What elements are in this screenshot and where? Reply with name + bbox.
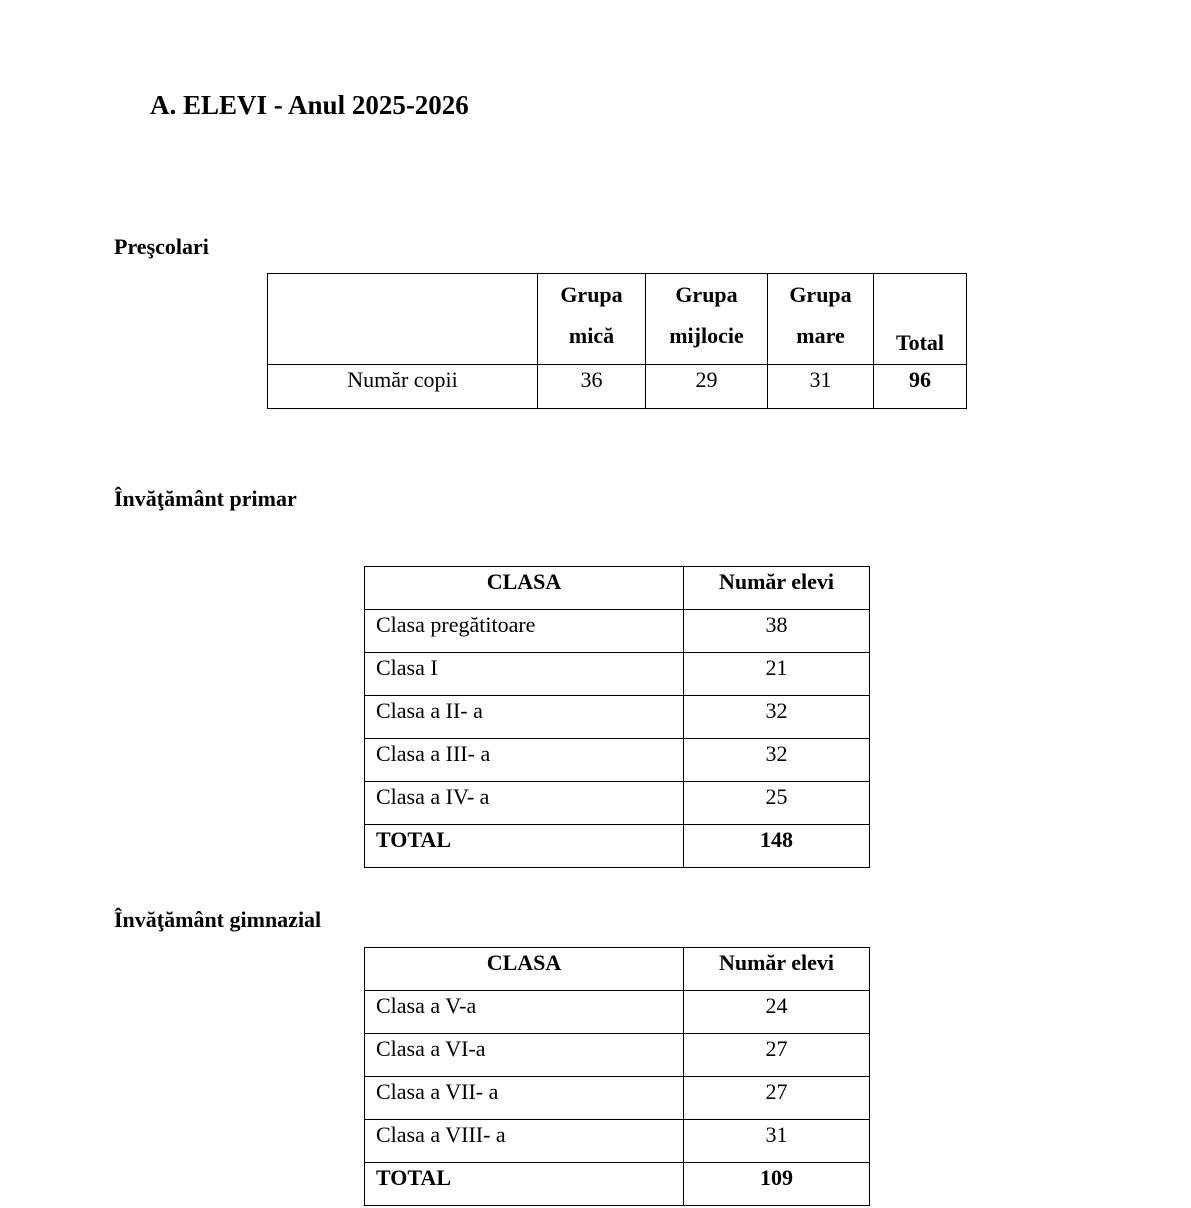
table-total-row — [365, 825, 870, 868]
table-row — [365, 610, 870, 653]
cell-clasa: Clasa a V-a — [365, 991, 684, 1034]
header-cell-clasa: CLASA — [365, 948, 684, 991]
cell-clasa: Clasa a IV- a — [365, 782, 684, 825]
cell-elevi: 32 — [684, 696, 870, 739]
header-line: mijlocie — [669, 323, 744, 348]
page-title: A. ELEVI - Anul 2025-2026 — [150, 90, 469, 120]
cell-clasa: Clasa pregătitoare — [365, 610, 684, 653]
cell-total-label: TOTAL — [365, 1163, 684, 1206]
header-cell-numar-elevi: Număr elevi — [684, 948, 870, 991]
cell-elevi: 27 — [684, 1077, 870, 1120]
header-cell-grupa-mica — [538, 274, 646, 365]
table-row — [365, 696, 870, 739]
cell-total-value: 109 — [684, 1163, 870, 1206]
table-row — [365, 1077, 870, 1120]
section-heading-prescolari: Preşcolari — [114, 234, 209, 259]
table-header-row — [268, 274, 967, 365]
table-row — [365, 1120, 870, 1163]
prescolari-table — [267, 273, 967, 409]
cell-total-label: TOTAL — [365, 825, 684, 868]
table-row — [365, 1034, 870, 1077]
cell-elevi: 24 — [684, 991, 870, 1034]
header-cell-grupa-mijlocie — [646, 274, 768, 365]
table-row — [365, 653, 870, 696]
table-row — [365, 739, 870, 782]
header-cell-total: Total — [874, 274, 967, 365]
header-cell-empty — [268, 274, 538, 365]
table-total-row — [365, 1163, 870, 1206]
row-label: Număr copii — [268, 365, 538, 409]
cell-elevi: 25 — [684, 782, 870, 825]
table-row — [365, 782, 870, 825]
header-line: Grupa — [560, 282, 623, 307]
header-cell-grupa-mare — [768, 274, 874, 365]
cell-total-value: 148 — [684, 825, 870, 868]
section-heading-gimnazial: Învăţământ gimnazial — [114, 907, 322, 932]
header-line: Grupa — [789, 282, 852, 307]
table-header-row — [365, 948, 870, 991]
cell-clasa: Clasa a VI-a — [365, 1034, 684, 1077]
table-header-row — [365, 567, 870, 610]
header-line: Grupa — [675, 282, 738, 307]
header-cell-clasa: CLASA — [365, 567, 684, 610]
cell-elevi: 32 — [684, 739, 870, 782]
cell-clasa: Clasa a II- a — [365, 696, 684, 739]
header-line: mică — [568, 323, 615, 348]
cell-clasa: Clasa a III- a — [365, 739, 684, 782]
table-row — [268, 365, 967, 409]
table-row — [365, 991, 870, 1034]
header-line: mare — [796, 323, 845, 348]
cell-elevi: 31 — [684, 1120, 870, 1163]
cell-total: 96 — [874, 365, 967, 409]
header-cell-numar-elevi: Număr elevi — [684, 567, 870, 610]
cell-value: 31 — [768, 365, 874, 409]
primar-table — [364, 566, 870, 868]
cell-elevi: 38 — [684, 610, 870, 653]
cell-value: 36 — [538, 365, 646, 409]
section-heading-primar: Învăţământ primar — [114, 486, 297, 511]
cell-elevi: 21 — [684, 653, 870, 696]
cell-clasa: Clasa a VII- a — [365, 1077, 684, 1120]
cell-clasa: Clasa I — [365, 653, 684, 696]
cell-value: 29 — [646, 365, 768, 409]
cell-clasa: Clasa a VIII- a — [365, 1120, 684, 1163]
cell-elevi: 27 — [684, 1034, 870, 1077]
gimnazial-table — [364, 947, 870, 1206]
